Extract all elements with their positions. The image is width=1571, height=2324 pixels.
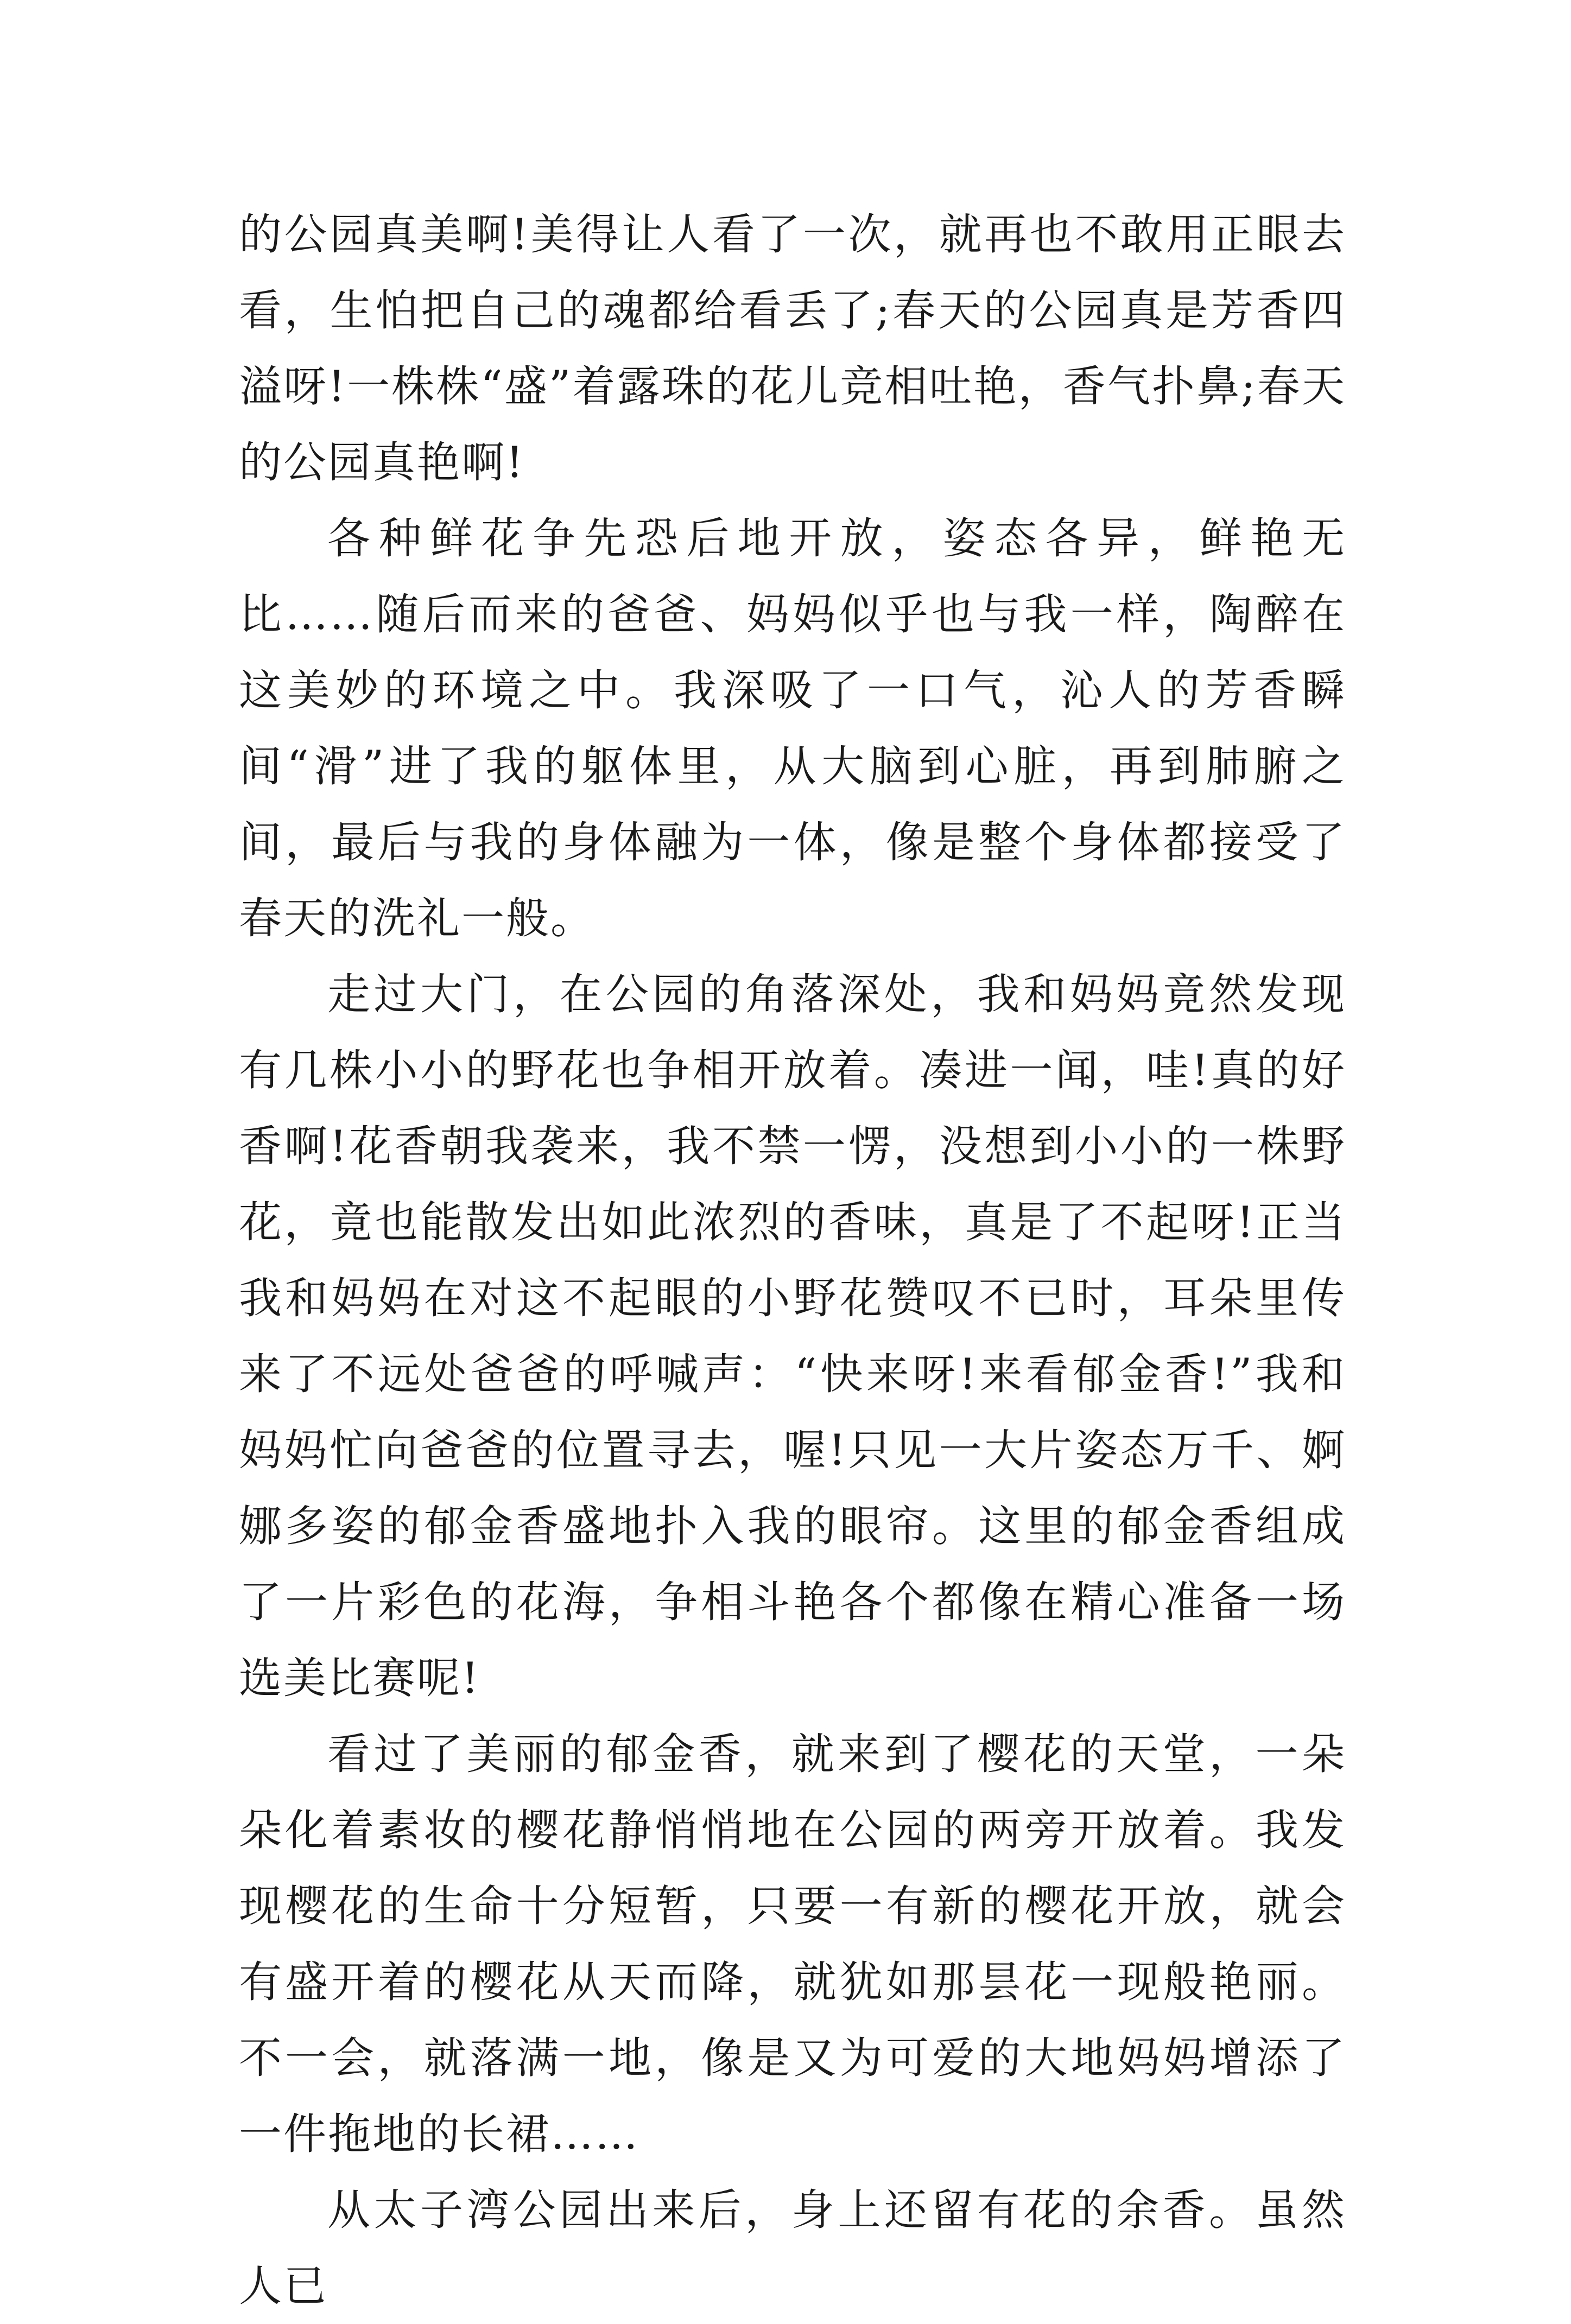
paragraph-flowers: 各种鲜花争先恐后地开放，姿态各异，鲜艳无比……随后而来的爸爸、妈妈似乎也与我一样，陶醉在这美妙的环境之中。我深吸了一口气，沁人的芳香瞬间“滑”进了我的躯体里，从大脑到心脏，再到肺腑之间，最后与我的身体融为一体，像是整个身体都接受了春天的洗礼一般。: [239, 513, 1346, 943]
paragraph-tulips: 走过大门，在公园的角落深处，我和妈妈竟然发现有几株小小的野花也争相开放着。凑进一闻，哇!真的好香啊!花香朝我袭来，我不禁一愣，没想到小小的一株野花，竟也能散发出如此浓烈的香味，真是了不起呀!正当我和妈妈在对这不起眼的小野花赞叹不已时，耳朵里传来了不远处爸爸的呼喊声：“快来呀!来看郁金香!”我和妈妈忙向爸爸的位置寻去，喔!只见一大片姿态万千、婀娜多姿的郁金香盛地扑入我的眼帘。这里的郁金香组成了一片彩色的花海，争相斗艳各个都像在精心准备一场选美比赛呢!: [239, 969, 1346, 1703]
paragraph-leaving-park: 从太子湾公园出来后，身上还留有花的余香。虽然人已: [239, 2185, 1346, 2311]
essay-body: [239, 196, 1346, 2324]
paragraph-continued: 的公园真美啊!美得让人看了一次，就再也不敢用正眼去看，生怕把自己的魂都给看丢了;春天的公园真是芳香四溢呀!一株株“盛”着露珠的花儿竞相吐艳，香气扑鼻;春天的公园真艳啊!: [239, 209, 1346, 487]
paragraph-cherry-blossoms: 看过了美丽的郁金香，就来到了樱花的天堂，一朵朵化着素妆的樱花静悄悄地在公园的两旁开放着。我发现樱花的生命十分短暂，只要一有新的樱花开放，就会有盛开着的樱花从天而降，就犹如那昙花一现般艳丽。不一会，就落满一地，像是又为可爱的大地妈妈增添了一件拖地的长裙……: [239, 1729, 1346, 2159]
